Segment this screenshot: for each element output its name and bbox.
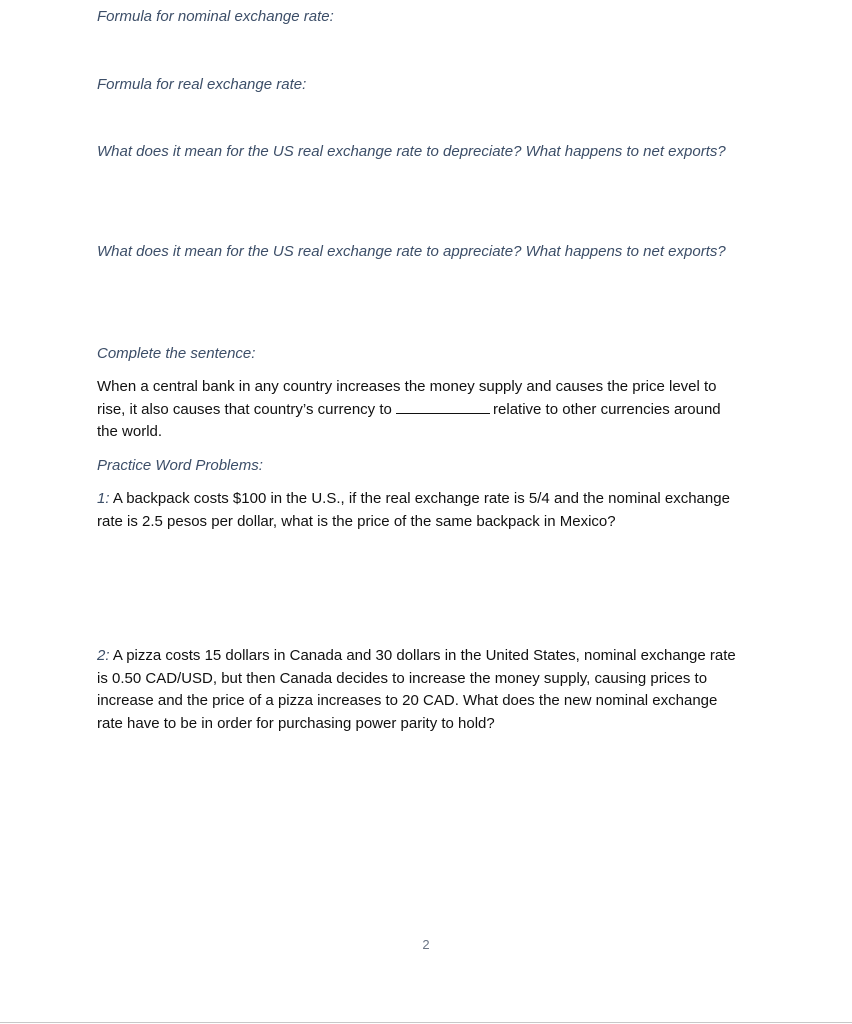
fill-in-sentence <box>97 376 762 444</box>
nominal-formula-heading: Formula for nominal exchange rate: <box>97 8 334 25</box>
problem-1-line-2: rate is 2.5 pesos per dollar, what is the price of the same backpack in Mexico? <box>97 512 616 530</box>
depreciate-question: What does it mean for the US real exchange rate to depreciate? What happens to net exports? <box>97 143 726 160</box>
problem-2-line-4: rate have to be in order for purchasing power parity to hold? <box>97 714 495 732</box>
problem-1-number: 1: <box>97 490 110 507</box>
sentence-line-2-after: relative to other currencies around <box>493 400 721 418</box>
sentence-line-2-before: rise, it also causes that country’s currency to <box>97 400 392 418</box>
fill-in-blank[interactable] <box>396 400 490 414</box>
problem-2-text-1: A pizza costs 15 dollars in Canada and 30 dollars in the United States, nominal exchange rate <box>112 647 736 664</box>
sentence-line-2 <box>97 399 762 422</box>
practice-problems-heading: Practice Word Problems: <box>97 457 263 474</box>
sentence-line-1: When a central bank in any country increases the money supply and causes the price level to <box>97 378 717 395</box>
page-bottom-divider <box>0 1022 852 1023</box>
problem-1-line-1 <box>97 488 762 511</box>
problem-1 <box>97 488 762 533</box>
complete-sentence-heading: Complete the sentence: <box>97 345 256 362</box>
page-number: 2 <box>422 937 430 952</box>
problem-2-number: 2: <box>97 647 110 664</box>
problem-1-text-1: A backpack costs $100 in the U.S., if the real exchange rate is 5/4 and the nominal exchange <box>112 490 730 507</box>
appreciate-question: What does it mean for the US real exchange rate to appreciate? What happens to net exports? <box>97 243 726 260</box>
problem-2-line-2: is 0.50 CAD/USD, but then Canada decides to increase the money supply, causing prices to <box>97 669 708 687</box>
problem-2-line-1 <box>97 645 762 668</box>
real-formula-heading: Formula for real exchange rate: <box>97 76 307 93</box>
sentence-line-3: the world. <box>97 423 163 440</box>
problem-2 <box>97 645 762 735</box>
problem-2-line-3: increase and the price of a pizza increases to 20 CAD. What does the new nominal exchange <box>97 692 718 709</box>
